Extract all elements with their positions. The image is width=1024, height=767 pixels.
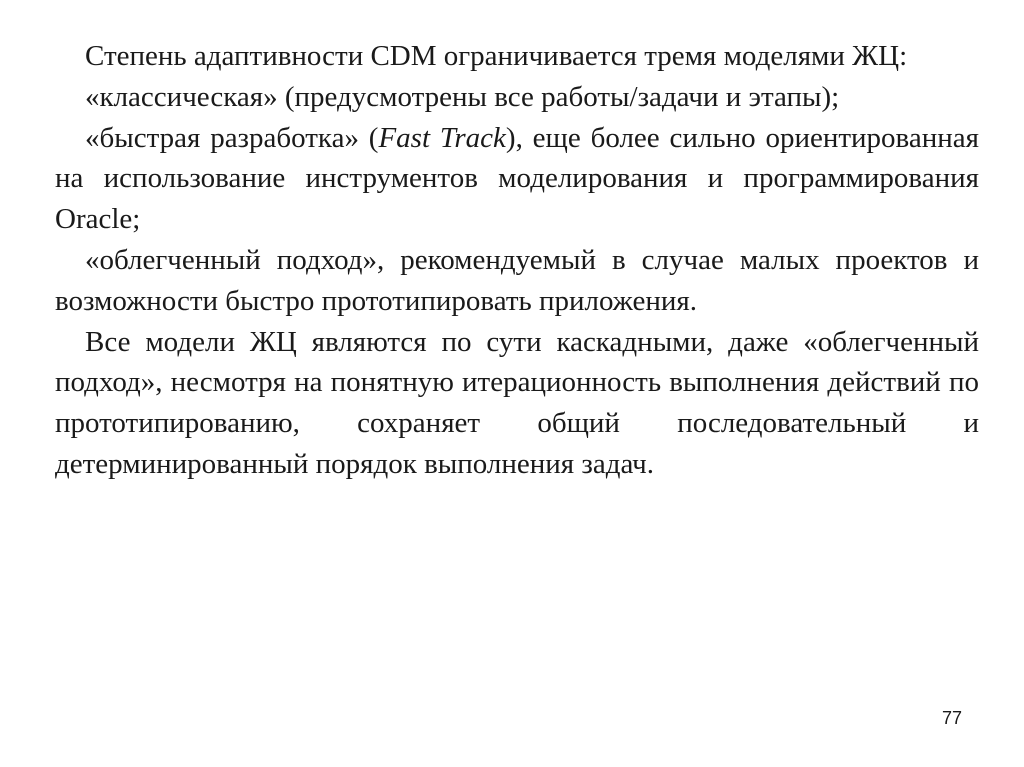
- page-number: 77: [941, 708, 962, 728]
- paragraph-light-approach: «облегченный подход», рекомендуемый в случае малых проектов и возможности быстро прототипировать приложения.: [55, 243, 979, 317]
- fast-track-term: Fast Track: [378, 121, 506, 154]
- fast-track-prefix: «быстрая разработка» (: [85, 121, 379, 154]
- paragraph-fast-track-model: [55, 118, 979, 240]
- body-text: [55, 36, 979, 485]
- paragraph-cascade-conclusion: Все модели ЖЦ являются по сути каскадными, даже «облегченный подход», несмотря на понятную итерационность выполнения действий по прототипированию, сохраняет общий последовательный и детерминированный порядок выполнения задач.: [55, 325, 979, 480]
- paragraph-cdm-adaptivity: Степень адаптивности CDM ограничивается тремя моделями ЖЦ:: [85, 40, 908, 72]
- paragraph-classic-model: «классическая» (предусмотрены все работы/задачи и этапы);: [85, 80, 840, 113]
- fast-track-suffix: ), еще более сильно ориентированная на использование инструментов моделирования и программирования Oracle;: [55, 121, 979, 236]
